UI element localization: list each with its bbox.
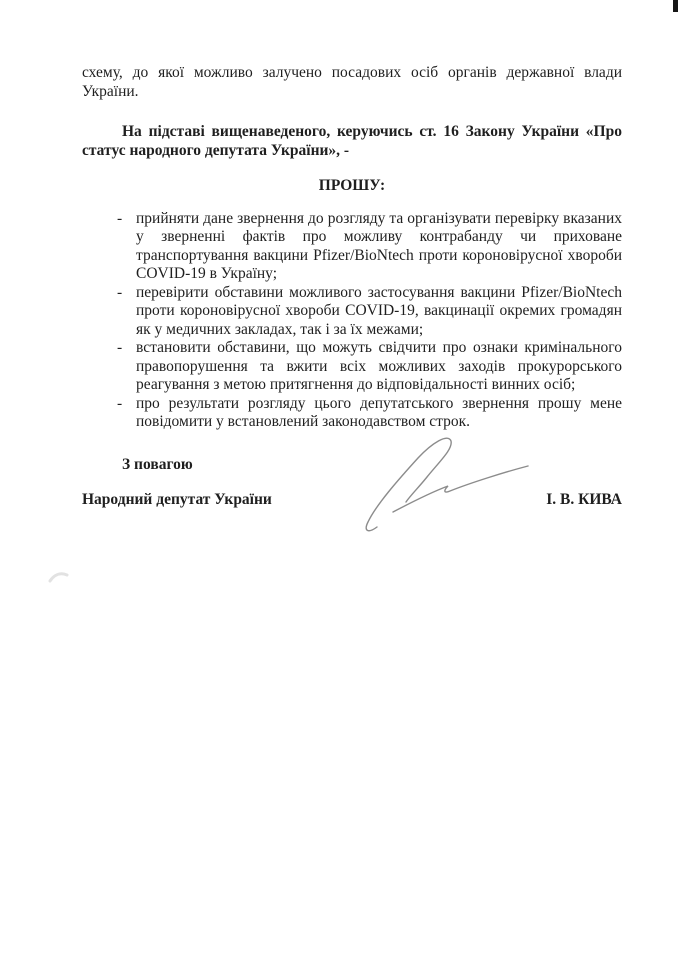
request-list [82,210,622,432]
list-item-text: про результати розгляду цього депутатського звернення прошу мене повідомити у встановлений законодавством строк. [136,394,622,430]
signer-title: Народний депутат України [82,491,272,508]
list-item [82,339,622,395]
list-item [82,210,622,284]
scan-artifact-corner-mark [673,0,678,12]
list-item-dash: - [117,283,123,301]
list-item [82,284,622,340]
list-item-text: прийняти дане звернення до розгляду та організувати перевірку вказаних у зверненні фактів про можливу контрабанду чи приховане транспортування вакцини Pfizer/BioNtech проти короновірусної хвороби COVID-19 в Україну; [136,209,622,282]
request-heading: ПРОШУ: [318,177,386,194]
list-item [82,395,622,432]
list-item-dash: - [117,339,123,356]
legal-basis-paragraph: На підставі вищенаведеного, керуючись ст. 16 Закону України «Про статус народного депутата України», - [82,123,622,159]
closing-salutation: З повагою [122,455,193,473]
list-item-dash: - [117,209,123,227]
list-item-text: встановити обставини, що можуть свідчити про ознаки кримінального правопорушення та вжити всіх можливих заходів прокурорського реагування з метою притягнення до відповідальності винних осіб; [136,339,622,393]
letter-body [82,64,622,510]
signature-row [82,491,622,510]
continued-paragraph: схему, до якої можливо залучено посадових осіб органів державної влади України. [82,64,622,100]
signer-name: І. В. КИВА [546,491,622,508]
list-item-dash: - [117,394,123,412]
list-item-text: перевірити обставини можливого застосування вакцини Pfizer/BioNtech проти короновірусної хвороби COVID-19, вакцинації окремих громадян як у медичних закладах, так і за їх межами; [136,283,622,338]
scan-artifact-smudge [50,574,67,581]
